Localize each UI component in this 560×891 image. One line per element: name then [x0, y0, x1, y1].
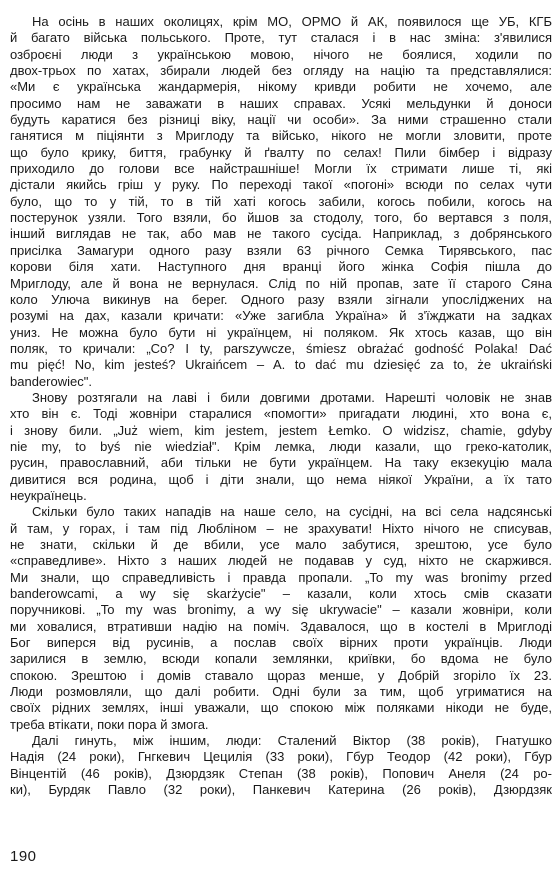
text-line: Мриглоду, але й вона не вернулася. Слід по ній пропав, зате її старого Сяна [10, 275, 552, 291]
text-line: ганятися м піціянти з Мриглоду та військо, нікого не могли зловити, проте [10, 128, 552, 144]
text-line: mu pięć! No, kim jesteś? Ukraińcem – A. to dać mu dziesięć za to, że ukraiński [10, 357, 552, 373]
text-line: Знову розтягали на лаві і били довгими дротами. Нарешті чоловік не знав [32, 389, 552, 405]
text-line: і знову били. „Już wiem, kim jestem, jestem Łemko. O widzisz, chamie, gdyby [10, 422, 552, 438]
text-line: «справедливе». Ніхто з наших людей не подавав у суд, ніхто не скаржився. [10, 553, 552, 569]
text-line: будуть каратися без різниці віку, нації чи особи». За ними страшенно стали [10, 112, 552, 128]
text-line: дістали якийсь гріш у руку. По переході такої «погоні» всюди по селах чути [10, 177, 552, 193]
text-line: Вінцентій (46 років), Дзюрдзяк Степан (38 років), Попович Анеля (24 ро- [10, 765, 552, 781]
text-line: Надія (24 роки), Гнгкевич Цецилія (33 роки), Гбур Теодор (42 роки), Гбур [10, 749, 552, 765]
text-line: nie my, to byś nie wiedział". Крім лемка, люди казали, що греко-католик, [10, 438, 552, 454]
text-line: просимо нам не заважати в наших справах. Усякі мельдунки й доноси [10, 95, 552, 111]
text-line: було, що то у тій, то в тій хаті когось забили, когось побили, когось на [10, 193, 552, 209]
text-line: ки), Бурдяк Павло (32 роки), Панкевич Катерина (26 років), Дзюрдзяк [10, 782, 552, 798]
text-line: приходило до голови все найстрашніше! Могли їх стримати лише ті, які [10, 161, 552, 177]
text-line: озброєні люди з українською мовою, нічого не боялися, ходили по [10, 46, 552, 62]
text-line: Бог виперся від русинів, а послав своїх вірних проти українців. Люди [10, 635, 552, 651]
text-line: й багато війська польського. Проте, тут сталася і в нас зміна: з'явилися [10, 30, 552, 46]
text-line: Скільки було таких нападів на наше село, на сусідні, на всі села надсянські [32, 504, 552, 520]
page-body-text [10, 14, 552, 799]
page-number: 190 [10, 848, 37, 865]
text-line: не знати, скільки й де вбили, усе мало забутися, зрештою, усе було [10, 537, 552, 552]
text-line: На осінь в наших околицях, крім МО, ОРМО й АК, появилося ще УБ, КГБ [32, 14, 552, 29]
text-line: зарилися в землю, всюди копали землянки, криївки, бо вдома не було [10, 651, 552, 667]
text-line: русин, православний, аби тільки не бути українцем. На таку екзекуцію мала [10, 455, 552, 471]
text-line: присілка Замагури одного разу взяли 63 річного Семка Тирявського, пас [10, 242, 552, 258]
text-line: banderowiec". [10, 373, 92, 389]
text-line: поляк, то кричали: „Co? I ty, parszywcze, śmiesz obrażać godność Polaka! Dać [10, 340, 552, 356]
text-line: banderowcami, a wy się skarżycie" – казали, коли хтось смів сказати [10, 586, 552, 602]
text-line: треба втікати, поки пора й змога. [10, 716, 209, 732]
text-line: корови біля хати. Наступного дня вранці його жінка Софія пішла до [10, 259, 552, 275]
text-line: розумі на дах, казали кричати: «Уже загибла Україна» й з'їжджати на задках [10, 308, 552, 324]
text-line: Ми знали, що справедливість і правда пропали. „To my was bronimy przed [10, 569, 552, 585]
text-line: інший виглядав не так, або мав не такого сусіда. Наприклад, з добрянського [10, 226, 552, 242]
text-line: спокою. Зрештою і домів ставало щораз менше, у Добрій згоріло їх 23. [10, 667, 552, 683]
text-line: двох-трьох по хатах, збирали людей без огляду на націю та представлялися: [10, 63, 552, 79]
text-line: «Ми є українська жандармерія, нікому кривди робити не хочемо, але [10, 79, 552, 95]
text-line: ми ховалися, втративши надію на поміч. Здавалося, що в костелі в Мриглоді [10, 618, 552, 634]
text-line: постерунок узяли. Того взяли, бо йшов за стодолу, того, бо вертався з поля, [10, 210, 552, 226]
text-line: що було крику, биття, грабунку й ґвалту по селах! Пили бімбер і відразу [10, 144, 552, 160]
text-line: Далі гинуть, між іншим, люди: Сталений Віктор (38 років), Гнатушко [32, 733, 552, 749]
text-line: коло Улюча викинув на берег. Одного разу взяли зігнали упосліджених на [10, 291, 552, 307]
text-line: й там, у горах, і там під Любліном – не зрахувати! Ніхто нічого не списував, [10, 520, 552, 536]
text-line: Люди розмовляли, що далі робити. Одні були за тим, щоб угриматися на [10, 684, 552, 700]
text-line: неукраїнець. [10, 487, 87, 503]
text-line: униз. Не можна було бути ні українцем, ні поляком. Як хтось казав, що він [10, 324, 552, 340]
text-line: хто він є. Тоді жовніри старалися «помогти» пригадати людині, хто вона є, [10, 406, 552, 422]
text-line: поручникові. „To my was bronimy, a wy się ukrywacie" – казали жовніри, коли [10, 602, 552, 618]
text-line: своїх рідних землях, інші уважали, що спокою між поляками нікоди не буде, [10, 700, 552, 716]
text-line: дивитися вся родина, щоб і діти знали, що нема ніякої України, а їх тато [10, 471, 552, 487]
